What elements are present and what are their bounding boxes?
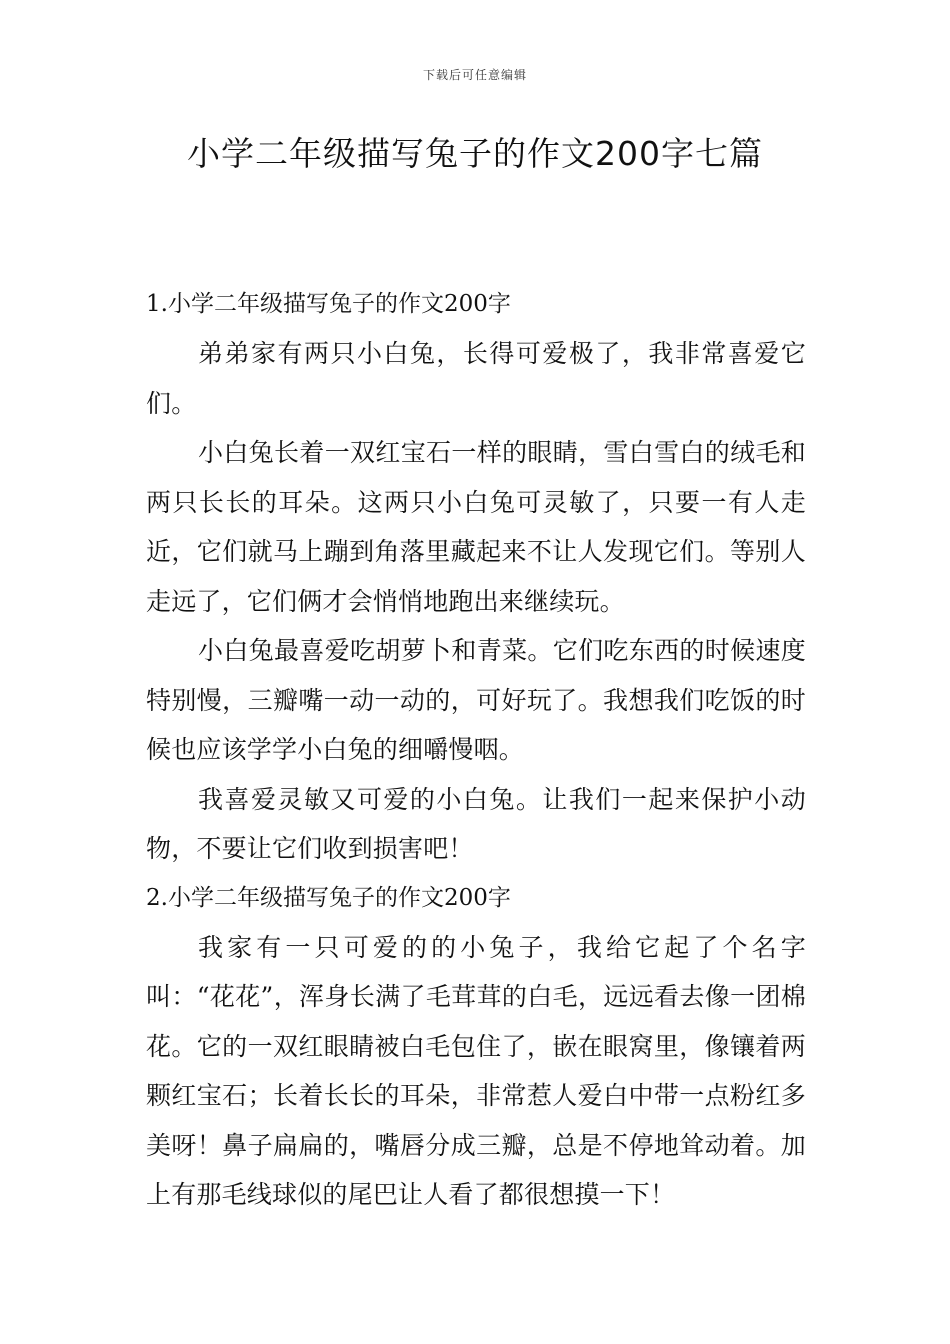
paragraph: 我喜爱灵敏又可爱的小白兔。让我们一起来保护小动物，不要让它们收到损害吧！ xyxy=(146,784,806,863)
document-title: 小学二年级描写兔子的作文200字七篇 xyxy=(187,134,763,173)
section-heading: 1.小学二年级描写兔子的作文200字 xyxy=(146,291,511,317)
document-body xyxy=(146,280,806,1220)
paragraph: 小白兔长着一双红宝石一样的眼睛，雪白雪白的绒毛和两只长长的耳朵。这两只小白兔可灵敏了，只要一有人走近，它们就马上蹦到角落里藏起来不让人发现它们。等别人走远了，它们俩才会悄悄地跑出来继续玩。 xyxy=(146,438,806,616)
section-1 xyxy=(146,280,806,874)
header-note: 下载后可任意编辑 xyxy=(422,68,527,82)
paragraph: 我家有一只可爱的的小兔子，我给它起了个名字叫：“花花”，浑身长满了毛茸茸的白毛，远远看去像一团棉花。它的一双红眼睛被白毛包住了，嵌在眼窝里，像镶着两颗红宝石；长着长长的耳朵，非常惹人爱白中带一点粉红多美呀！鼻子扁扁的，嘴唇分成三瓣，总是不停地耸动着。加上有那毛线球似的尾巴让人看了都很想摸一下！ xyxy=(146,932,806,1209)
paragraph: 小白兔最喜爱吃胡萝卜和青菜。它们吃东西的时候速度特别慢，三瓣嘴一动一动的，可好玩了。我想我们吃饭的时候也应该学学小白兔的细嚼慢咽。 xyxy=(146,636,806,764)
section-heading: 2.小学二年级描写兔子的作文200字 xyxy=(146,884,511,911)
paragraph: 弟弟家有两只小白兔，长得可爱极了，我非常喜爱它们。 xyxy=(146,339,806,418)
section-2 xyxy=(146,874,806,1220)
